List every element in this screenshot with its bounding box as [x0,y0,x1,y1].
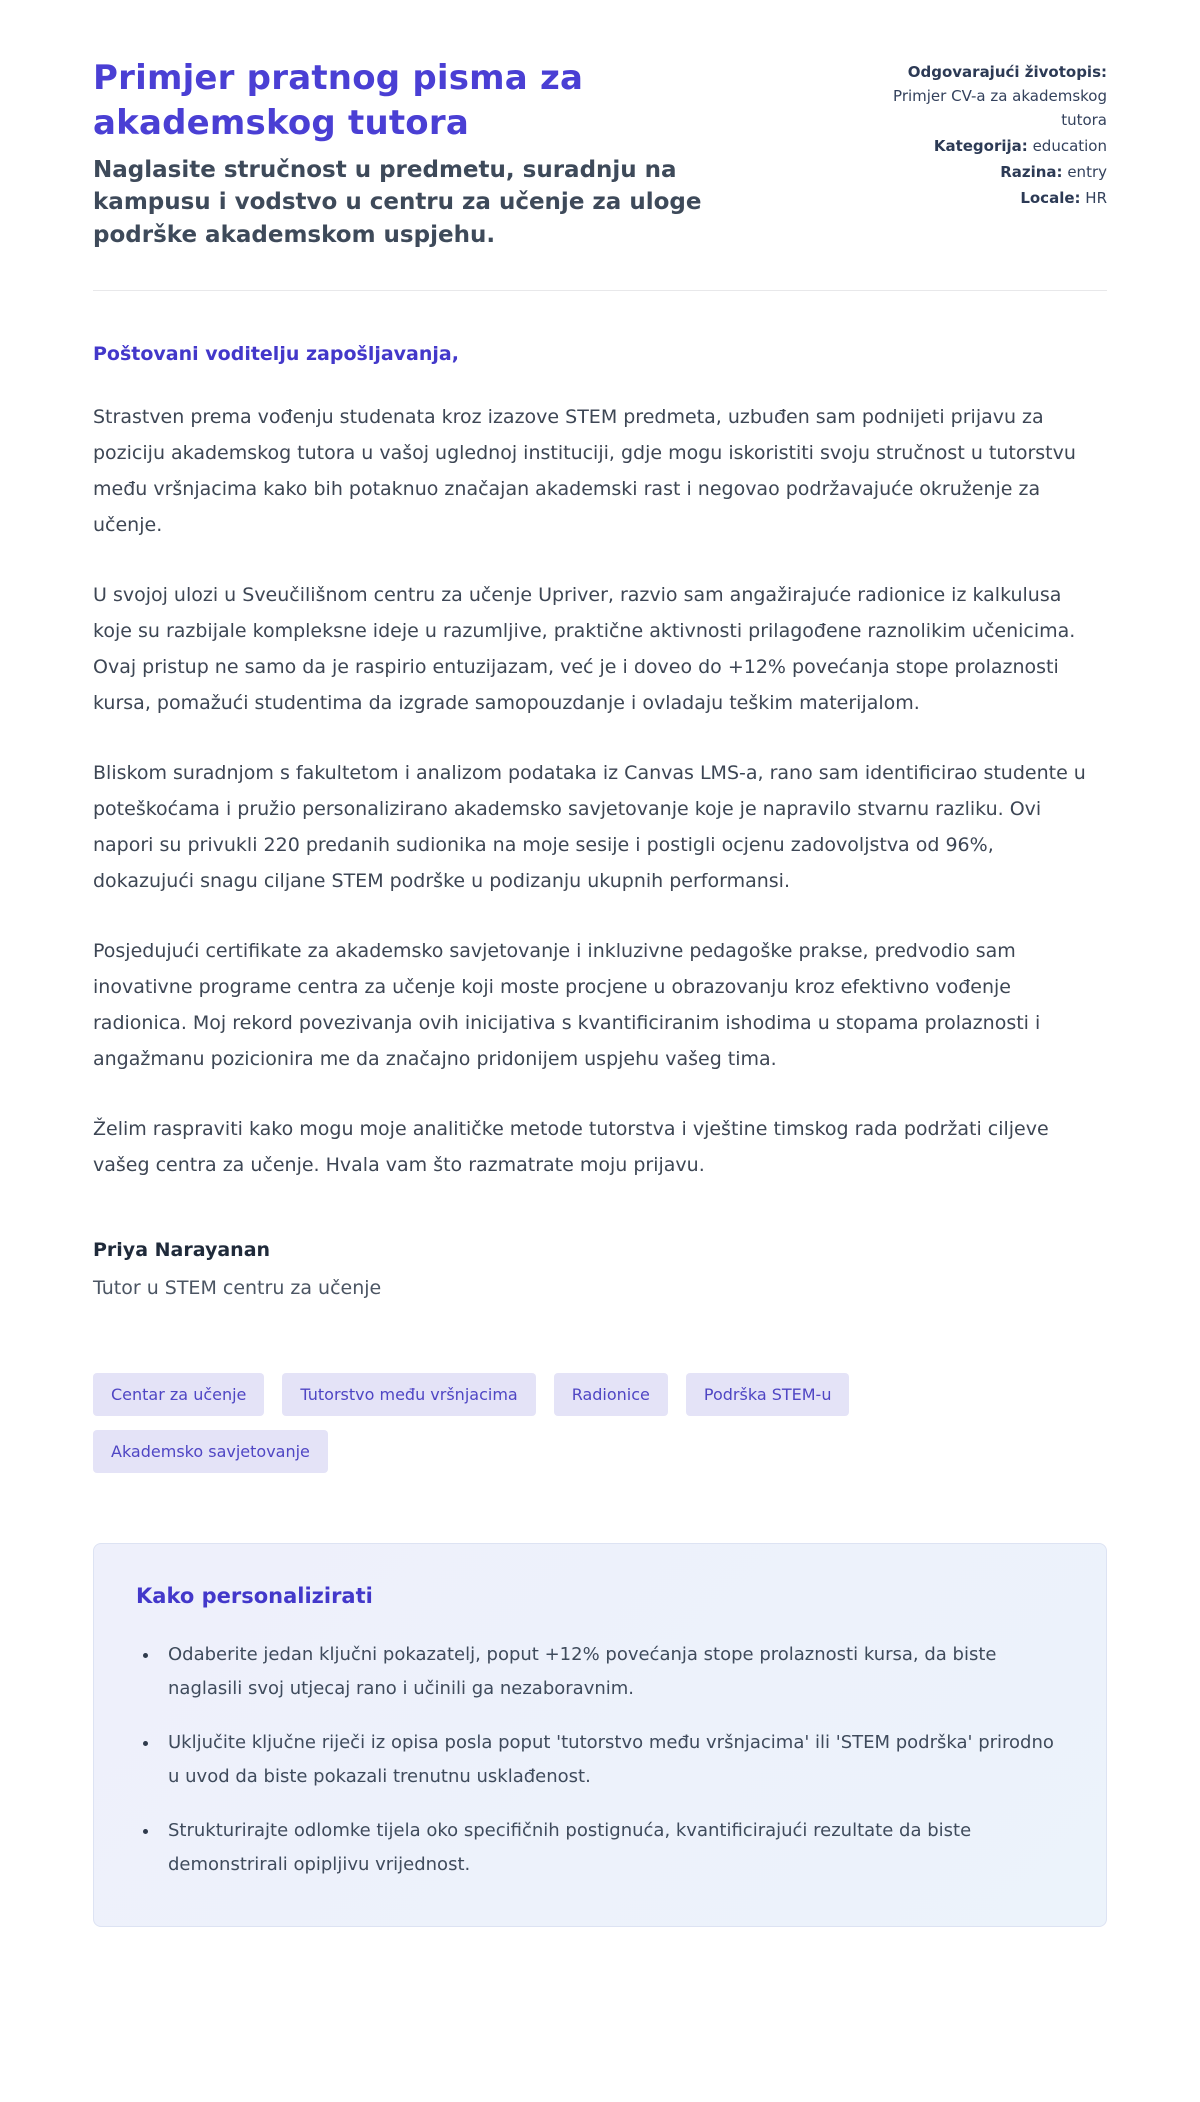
tag-list [93,1373,913,1473]
meta-locale-label: Locale: [1020,189,1081,207]
signature-role: Tutor u STEM centru za učenje [93,1276,382,1299]
tag-chip-workshops[interactable]: Radionice [554,1373,668,1416]
letter-paragraph: Posjedujući certifikate za akademsko savjetovanje i inkluzivne pedagoške prakse, predvodio sam inovativne programe centra za učenje koji moste procjene u obrazovanju kroz efektivno vođenje radionica. Moj rekord povezivanja ovih inicijativa s kvantificiranim ishodima u stopama prolaznosti i angažmanu pozicionira me da značajno pridonijem uspjehu vašeg tima. [93,939,1041,1070]
personalization-tips-box [93,1543,1107,1927]
tip-item: • Strukturirajte odlomke tijela oko specifičnih postignuća, kvantificirajući rezultate da biste demonstrirali opipljivu vrijednost. [160,1814,1064,1882]
tips-list [136,1638,1064,1882]
meta-level [889,160,1107,184]
page-subtitle: Naglasite stručnost u predmetu, suradnju na kampusu i vodstvo u centru za učenje za uloge podrške akademskom uspjehu. [93,156,702,249]
meta-category-value: education [1032,137,1107,155]
letter-greeting: Poštovani voditelju zapošljavanja, [93,342,459,365]
page-header [93,56,1107,252]
meta-matching-resume [889,60,1107,132]
meta-panel [889,56,1107,212]
header-divider [93,290,1107,291]
meta-level-value: entry [1067,163,1107,181]
meta-locale [889,186,1107,210]
tag-chip-stem-support[interactable]: Podrška STEM-u [686,1373,850,1416]
meta-locale-value: HR [1085,189,1107,207]
letter-paragraph: U svojoj ulozi u Sveučilišnom centru za učenje Upriver, razvio sam angažirajuće radionice iz kalkulusa koje su razbijale kompleksne ideje u razumljive, praktične aktivnosti prilagođene raznolikim učenicima. Ovaj pristup ne samo da je raspirio entuzijazam, već je i doveo do +12% povećanja stope prolaznosti kursa, pomažući studentima da izgrade samopouzdanje i ovladaju teškim materijalom. [93,583,1076,714]
meta-resume-label: Odgovarajući životopis: [907,63,1107,81]
tips-heading: Kako personalizirati [136,1583,373,1608]
letter-paragraph: Strastven prema vođenju studenata kroz izazove STEM predmeta, uzbuđen sam podnijeti prijavu za poziciju akademskog tutora u vašoj uglednoj instituciji, gdje mogu iskoristiti svoju stručnost u tutorstvu među vršnjacima kako bih potaknuo značajan akademski rast i negovao podržavajuće okruženje za učenje. [93,405,1076,536]
meta-level-label: Razina: [1000,163,1063,181]
meta-category-label: Kategorija: [933,137,1028,155]
letter-signature [93,1239,1107,1299]
header-title-block [93,56,793,252]
letter-paragraph: Želim raspraviti kako mogu moje analitičke metode tutorstva i vještine timskog rada podržati ciljeve vašeg centra za učenje. Hvala vam što razmatrate moju prijavu. [93,1117,1049,1176]
letter-paragraph: Bliskom suradnjom s fakultetom i analizom podataka iz Canvas LMS-a, rano sam identificirao studente u poteškoćama i pružio personalizirano akademsko savjetovanje koje je napravilo stvarnu razliku. Ovi napori su privukli 220 predanih sudionika na moje sesije i postigli ocjenu zadovoljstva od 96%, dokazujući snagu ciljane STEM podrške u podizanju ukupnih performansi. [93,761,1086,892]
meta-resume-value: Primjer CV-a za akademskog tutora [893,87,1107,129]
page-title: Primjer pratnog pisma za akademskog tutora [93,58,584,143]
tag-chip-peer-tutoring[interactable]: Tutorstvo među vršnjacima [282,1373,535,1416]
cover-letter-body [93,343,1107,1299]
tag-chip-academic-advising[interactable]: Akademsko savjetovanje [93,1430,328,1473]
meta-category [889,134,1107,158]
tip-item: • Odaberite jedan ključni pokazatelj, poput +12% povećanja stope prolaznosti kursa, da biste naglasili svoj utjecaj rano i učinili ga nezaboravnim. [160,1638,1064,1706]
page-container [93,0,1107,1927]
tag-chip-learning-center[interactable]: Centar za učenje [93,1373,264,1416]
signature-name: Priya Narayanan [93,1238,271,1261]
tip-item: • Uključite ključne riječi iz opisa posla poput 'tutorstvo među vršnjacima' ili 'STEM podrška' prirodno u uvod da biste pokazali trenutnu usklađenost. [160,1726,1064,1794]
